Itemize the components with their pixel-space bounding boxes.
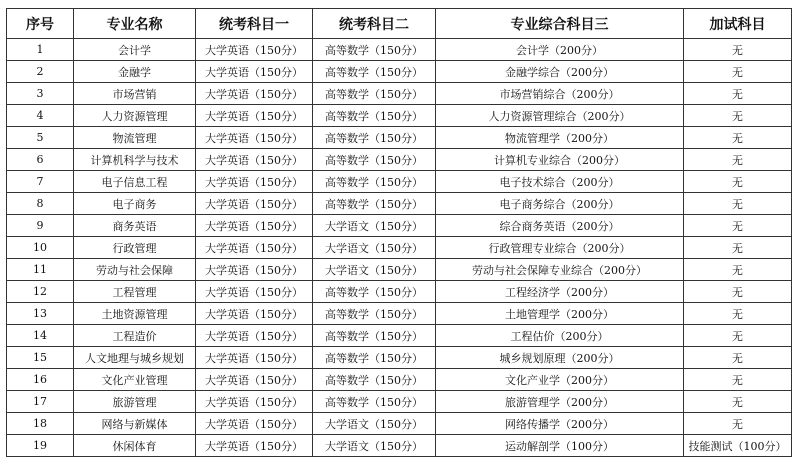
cell-index: 10 [7,237,74,259]
cell-subject-three: 网络传播学（200分） [436,413,684,435]
cell-index: 3 [7,83,74,105]
cell-major-name: 商务英语 [74,215,196,237]
table-row [7,105,792,127]
cell-subject-two: 高等数学（150分） [313,325,436,347]
exam-subjects-table [6,8,792,457]
cell-index: 9 [7,215,74,237]
table-row [7,259,792,281]
cell-extra-subject: 无 [684,171,792,193]
cell-extra-subject: 无 [684,193,792,215]
cell-extra-subject: 无 [684,105,792,127]
cell-index: 7 [7,171,74,193]
cell-subject-three: 文化产业学（200分） [436,369,684,391]
table-body [7,39,792,457]
cell-subject-one: 大学英语（150分） [196,413,313,435]
cell-subject-one: 大学英语（150分） [196,127,313,149]
table-row [7,215,792,237]
cell-major-name: 休闲体育 [74,435,196,457]
cell-subject-two: 高等数学（150分） [313,193,436,215]
cell-subject-one: 大学英语（150分） [196,259,313,281]
cell-subject-two: 高等数学（150分） [313,39,436,61]
cell-subject-one: 大学英语（150分） [196,193,313,215]
cell-extra-subject: 无 [684,369,792,391]
cell-index: 11 [7,259,74,281]
cell-subject-three: 金融学综合（200分） [436,61,684,83]
cell-major-name: 电子信息工程 [74,171,196,193]
cell-subject-two: 大学语文（150分） [313,215,436,237]
cell-subject-two: 大学语文（150分） [313,237,436,259]
cell-subject-two: 大学语文（150分） [313,413,436,435]
cell-major-name: 工程造价 [74,325,196,347]
cell-subject-two: 大学语文（150分） [313,435,436,457]
header-subject-three: 专业综合科目三 [436,9,684,39]
cell-subject-three: 工程估价（200分） [436,325,684,347]
cell-subject-two: 高等数学（150分） [313,61,436,83]
cell-subject-one: 大学英语（150分） [196,391,313,413]
cell-extra-subject: 无 [684,347,792,369]
cell-subject-two: 高等数学（150分） [313,347,436,369]
cell-subject-three: 电子商务综合（200分） [436,193,684,215]
cell-extra-subject: 无 [684,39,792,61]
cell-subject-one: 大学英语（150分） [196,105,313,127]
cell-major-name: 网络与新媒体 [74,413,196,435]
cell-index: 14 [7,325,74,347]
cell-major-name: 人力资源管理 [74,105,196,127]
table-row [7,413,792,435]
cell-subject-three: 会计学（200分） [436,39,684,61]
cell-major-name: 会计学 [74,39,196,61]
cell-subject-two: 高等数学（150分） [313,171,436,193]
table-row [7,237,792,259]
cell-subject-three: 人力资源管理综合（200分） [436,105,684,127]
cell-index: 18 [7,413,74,435]
cell-subject-two: 高等数学（150分） [313,149,436,171]
cell-subject-two: 大学语文（150分） [313,259,436,281]
cell-subject-three: 物流管理学（200分） [436,127,684,149]
cell-subject-one: 大学英语（150分） [196,435,313,457]
cell-major-name: 旅游管理 [74,391,196,413]
table-row [7,325,792,347]
cell-extra-subject: 无 [684,237,792,259]
cell-major-name: 电子商务 [74,193,196,215]
cell-subject-two: 高等数学（150分） [313,369,436,391]
cell-subject-two: 高等数学（150分） [313,281,436,303]
table-row [7,61,792,83]
cell-extra-subject: 无 [684,83,792,105]
cell-major-name: 市场营销 [74,83,196,105]
cell-subject-three: 计算机专业综合（200分） [436,149,684,171]
cell-major-name: 物流管理 [74,127,196,149]
cell-subject-three: 工程经济学（200分） [436,281,684,303]
cell-subject-three: 综合商务英语（200分） [436,215,684,237]
cell-major-name: 文化产业管理 [74,369,196,391]
cell-subject-one: 大学英语（150分） [196,325,313,347]
cell-major-name: 土地资源管理 [74,303,196,325]
cell-extra-subject: 技能测试（100分） [684,435,792,457]
table-row [7,347,792,369]
cell-extra-subject: 无 [684,149,792,171]
table-row [7,391,792,413]
cell-extra-subject: 无 [684,325,792,347]
cell-index: 19 [7,435,74,457]
cell-index: 2 [7,61,74,83]
table-header-row [7,9,792,39]
cell-index: 5 [7,127,74,149]
cell-subject-two: 高等数学（150分） [313,303,436,325]
cell-index: 16 [7,369,74,391]
cell-subject-one: 大学英语（150分） [196,39,313,61]
cell-index: 4 [7,105,74,127]
header-subject-two: 统考科目二 [313,9,436,39]
table-row [7,369,792,391]
cell-extra-subject: 无 [684,127,792,149]
cell-index: 15 [7,347,74,369]
cell-subject-three: 城乡规划原理（200分） [436,347,684,369]
cell-extra-subject: 无 [684,413,792,435]
cell-extra-subject: 无 [684,215,792,237]
cell-index: 8 [7,193,74,215]
table-row [7,39,792,61]
cell-subject-three: 电子技术综合（200分） [436,171,684,193]
cell-subject-three: 土地管理学（200分） [436,303,684,325]
cell-extra-subject: 无 [684,391,792,413]
cell-major-name: 金融学 [74,61,196,83]
cell-major-name: 计算机科学与技术 [74,149,196,171]
table-row [7,303,792,325]
cell-index: 12 [7,281,74,303]
cell-major-name: 人文地理与城乡规划 [74,347,196,369]
cell-subject-three: 旅游管理学（200分） [436,391,684,413]
cell-subject-one: 大学英语（150分） [196,149,313,171]
cell-subject-one: 大学英语（150分） [196,61,313,83]
cell-subject-two: 高等数学（150分） [313,391,436,413]
cell-subject-three: 运动解剖学（100分） [436,435,684,457]
cell-subject-three: 行政管理专业综合（200分） [436,237,684,259]
cell-subject-one: 大学英语（150分） [196,369,313,391]
cell-index: 13 [7,303,74,325]
cell-index: 17 [7,391,74,413]
table-row [7,171,792,193]
cell-subject-two: 高等数学（150分） [313,105,436,127]
table-row [7,127,792,149]
cell-extra-subject: 无 [684,259,792,281]
table-row [7,149,792,171]
header-major-name: 专业名称 [74,9,196,39]
table-row [7,83,792,105]
cell-extra-subject: 无 [684,281,792,303]
cell-subject-one: 大学英语（150分） [196,215,313,237]
cell-index: 6 [7,149,74,171]
header-index: 序号 [7,9,74,39]
header-subject-one: 统考科目一 [196,9,313,39]
cell-extra-subject: 无 [684,303,792,325]
page [6,8,792,457]
cell-major-name: 劳动与社会保障 [74,259,196,281]
table-row [7,281,792,303]
cell-index: 1 [7,39,74,61]
cell-major-name: 工程管理 [74,281,196,303]
cell-subject-two: 高等数学（150分） [313,127,436,149]
cell-subject-one: 大学英语（150分） [196,171,313,193]
cell-subject-one: 大学英语（150分） [196,83,313,105]
cell-subject-two: 高等数学（150分） [313,83,436,105]
cell-subject-one: 大学英语（150分） [196,303,313,325]
cell-extra-subject: 无 [684,61,792,83]
cell-subject-three: 劳动与社会保障专业综合（200分） [436,259,684,281]
table-row [7,435,792,457]
cell-subject-one: 大学英语（150分） [196,281,313,303]
cell-major-name: 行政管理 [74,237,196,259]
cell-subject-three: 市场营销综合（200分） [436,83,684,105]
cell-subject-one: 大学英语（150分） [196,347,313,369]
table-row [7,193,792,215]
cell-subject-one: 大学英语（150分） [196,237,313,259]
header-extra-subject: 加试科目 [684,9,792,39]
